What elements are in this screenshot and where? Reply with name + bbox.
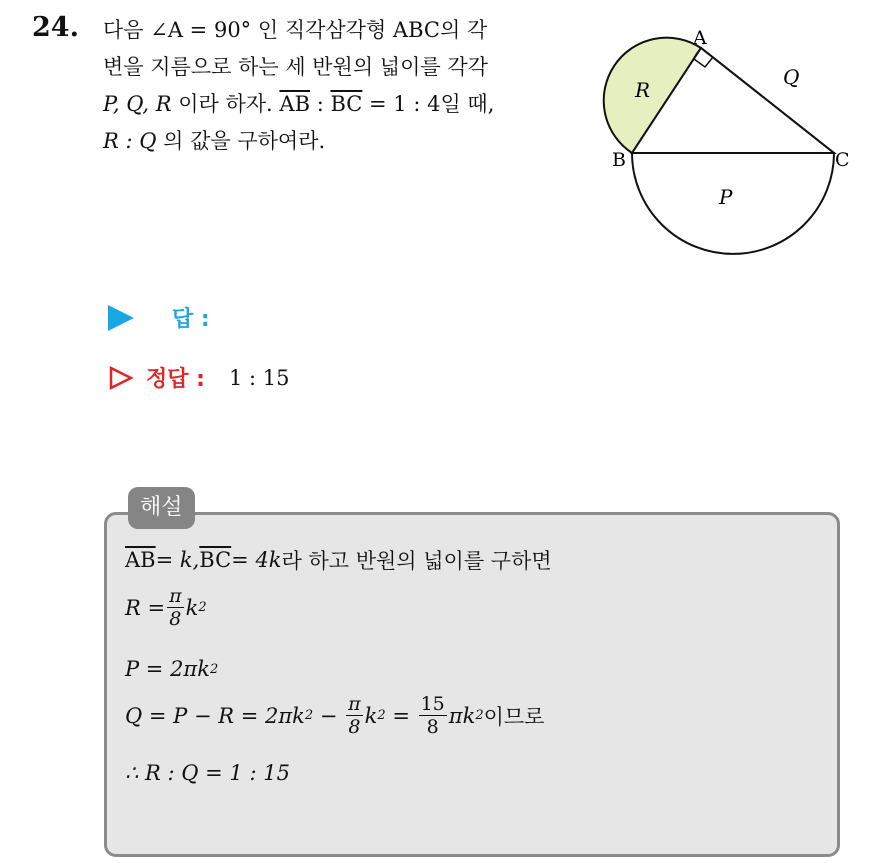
q-text-part: 의 값을 구하여라. (156, 129, 326, 153)
exponent: 2 (209, 661, 219, 677)
sol-text-part: R = (125, 595, 166, 620)
semicircle-figure (596, 20, 866, 260)
solution-line-5 (125, 761, 290, 785)
fraction (167, 585, 184, 630)
denominator: 8 (348, 716, 361, 738)
solution-tag: 해설 (128, 487, 195, 529)
solution-line-1 (125, 545, 552, 575)
segment-ab: $\overline{AB}$ (125, 548, 156, 572)
question-line-4 (103, 123, 583, 160)
sol-text-part: 라 하고 반원의 넓이를 구하면 (281, 549, 552, 573)
exponent: 2 (304, 708, 314, 723)
area-variables: P, Q, R (103, 92, 172, 116)
numerator: π (169, 585, 182, 607)
solution-line-2 (125, 585, 207, 630)
sol-text-part: k (185, 595, 199, 620)
q-text-part: 이라 하자. (171, 92, 280, 116)
denominator: 8 (426, 716, 439, 738)
sol-text-part: = 4k (231, 548, 282, 572)
sol-text-part: P = 2πk (125, 657, 210, 681)
label-q: Q (783, 65, 800, 89)
correct-answer-row (108, 362, 289, 393)
q-text-part: 인 직각삼각형 ABC의 각 (251, 18, 488, 42)
question-line-1 (103, 12, 583, 49)
sol-text-part: − (313, 703, 345, 728)
exponent: 2 (475, 708, 484, 723)
question-text (103, 12, 583, 160)
angle-expression: ∠A = 90° (150, 18, 252, 42)
q-text-part: : (310, 92, 331, 116)
sol-text-part: 이므로 (483, 704, 545, 729)
question-line-2: 변을 지름으로 하는 세 반원의 넓이를 각각 (103, 55, 488, 79)
numerator: π (348, 693, 361, 715)
sol-text-part: = k, (155, 548, 200, 572)
segment-bc: $\overline{BC}$ (330, 92, 363, 116)
answer-label: 답 : (172, 307, 210, 332)
solution-line-3 (125, 657, 218, 681)
question-line-3 (103, 86, 583, 123)
sol-text-part: ∴ R : Q = 1 : 15 (125, 761, 290, 785)
q-text-part: = 1 : 4일 때, (362, 92, 495, 116)
correct-answer-label: 정답 : (146, 367, 205, 392)
segment-bc: $\overline{BC}$ (199, 548, 232, 572)
exponent: 2 (198, 600, 207, 615)
label-b: B (612, 149, 626, 171)
fraction (346, 693, 363, 738)
numerator: 15 (420, 693, 445, 715)
solution-line-4 (125, 693, 544, 738)
label-a: A (693, 27, 707, 49)
fraction (419, 693, 447, 738)
sol-text-part: Q = P − R = 2πk (125, 703, 305, 728)
question-number: 24. (32, 12, 79, 43)
sol-text-part: k (364, 703, 378, 728)
answer-row (108, 302, 210, 333)
correct-answer-value: 1 : 15 (228, 365, 290, 390)
semicircle-p (632, 153, 834, 254)
q-text-part: 다음 (103, 18, 151, 42)
label-r: R (635, 78, 651, 102)
play-triangle-icon (108, 305, 134, 331)
label-p: P (719, 185, 733, 209)
denominator: 8 (169, 608, 182, 630)
exponent: 2 (377, 708, 386, 723)
segment-ab: $\overline{AB}$ (279, 92, 311, 116)
label-c: C (835, 149, 850, 171)
sol-text-part: πk (448, 703, 476, 728)
ratio-variables: R : Q (103, 129, 157, 153)
outline-triangle-icon (108, 365, 134, 391)
sol-text-part: = (385, 703, 417, 728)
